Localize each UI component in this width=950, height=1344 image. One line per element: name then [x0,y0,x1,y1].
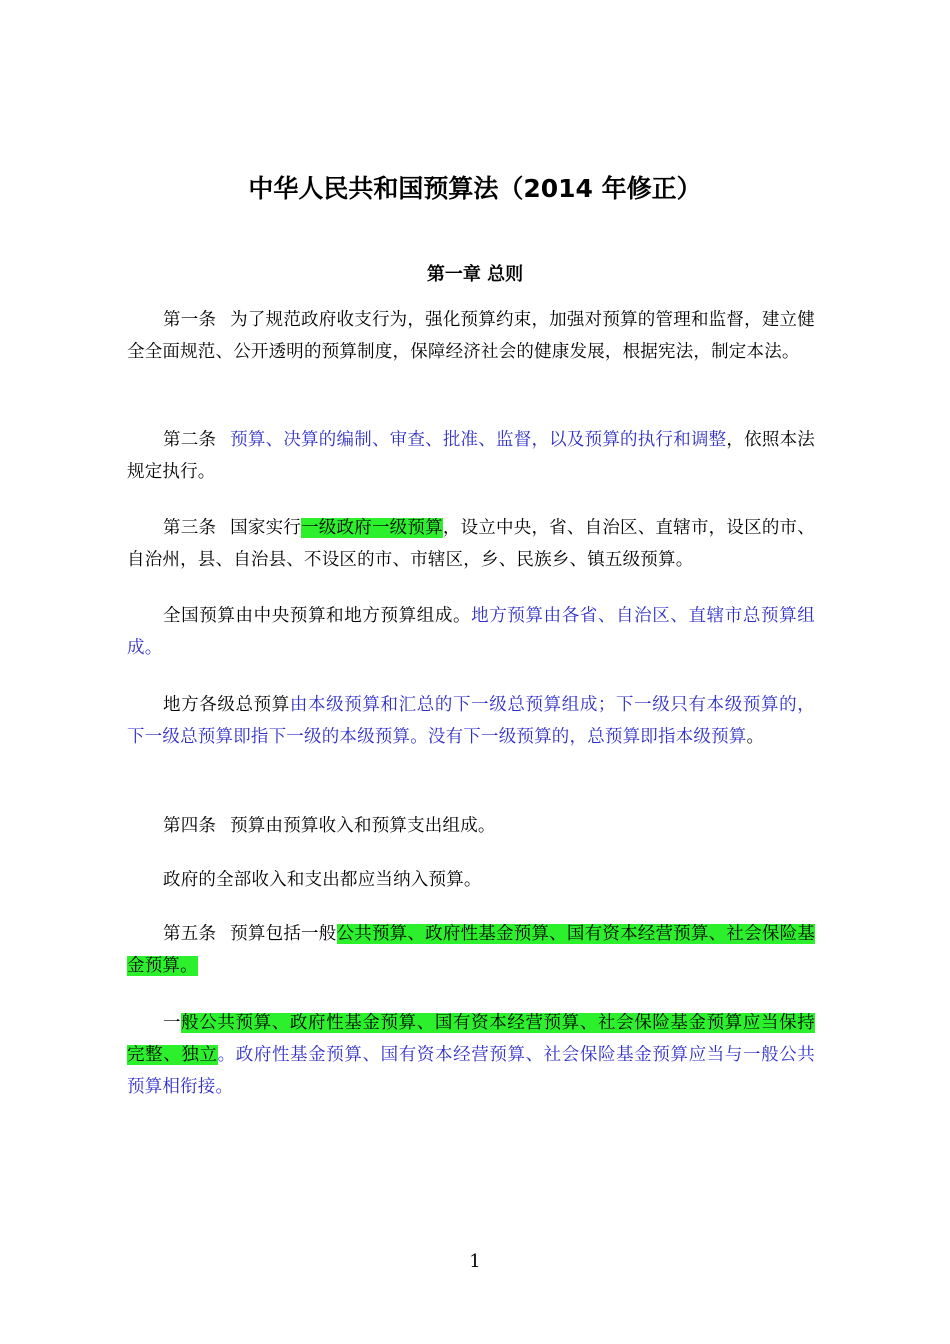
article-1-label: 第一条 [163,310,217,330]
article-5 [127,918,815,982]
article-1 [127,304,815,368]
article-4-text: 预算由预算收入和预算支出组成。 [230,816,496,836]
article-3-p3-pre-text: 地方各级总预算 [163,695,290,715]
article-5-p2-pre-text: 一 [163,1013,182,1033]
article-5-pre-text: 预算包括一般 [230,924,337,944]
article-3-p2-pre-text: 全国预算由中央预算和地方预算组成。 [163,606,472,626]
article-4-p2-text: 政府的全部收入和支出都应当纳入预算。 [163,870,482,890]
article-2-rest-text: ，依照本法规定执行。 [127,430,815,482]
article-3-rest-text: ，设立中央，省、自治区、直辖市，设区的市、自治州，县、自治县、不设区的市、市辖区，乡、民族乡、镇五级预算。 [127,518,815,570]
article-3-pre-text: 国家实行 [230,518,302,538]
article-3-paragraph-3 [127,689,815,753]
article-4-paragraph-2 [127,864,815,896]
article-3-highlight: 一级政府一级预算 [301,518,443,538]
article-2 [127,424,815,488]
article-3-paragraph-2 [127,600,815,664]
article-2-blue-text: 预算、决算的编制、审查、批准、监督，以及预算的执行和调整 [230,430,727,450]
article-4-label: 第四条 [163,816,217,836]
article-5-highlight: 公共预算、政府性基金预算、国有资本经营预算、社会保险基金预算。 [127,924,815,976]
article-3-label: 第三条 [163,518,217,538]
article-5-label: 第五条 [163,924,217,944]
article-5-p2-blue-text: 。政府性基金预算、国有资本经营预算、社会保险基金预算应当与一般公共预算相衔接。 [127,1045,816,1097]
page-number: 1 [469,1251,481,1272]
article-2-label: 第二条 [163,430,217,450]
article-4 [127,810,815,842]
article-3-p2-blue-text: 地方预算由各省、自治区、直辖市总预算组成。 [127,606,815,658]
article-5-p2-highlight: 般公共预算、政府性基金预算、国有资本经营预算、社会保险基金预算应当保持完整、独立 [127,1013,815,1065]
chapter-heading: 第一章 总则 [426,264,524,285]
document-title: 中华人民共和国预算法（2014 年修正） [248,174,702,203]
article-1-text: 为了规范政府收支行为，强化预算约束，加强对预算的管理和监督，建立健全全面规范、公开透明的预算制度，保障经济社会的健康发展，根据宪法，制定本法。 [127,310,815,362]
article-3-p3-rest-text: 。 [746,727,765,747]
article-5-paragraph-2 [127,1007,815,1103]
article-3-p3-blue-text: 由本级预算和汇总的下一级总预算组成；下一级只有本级预算的，下一级总预算即指下一级的本级预算。没有下一级预算的，总预算即指本级预算 [127,695,815,747]
article-3 [127,512,815,576]
